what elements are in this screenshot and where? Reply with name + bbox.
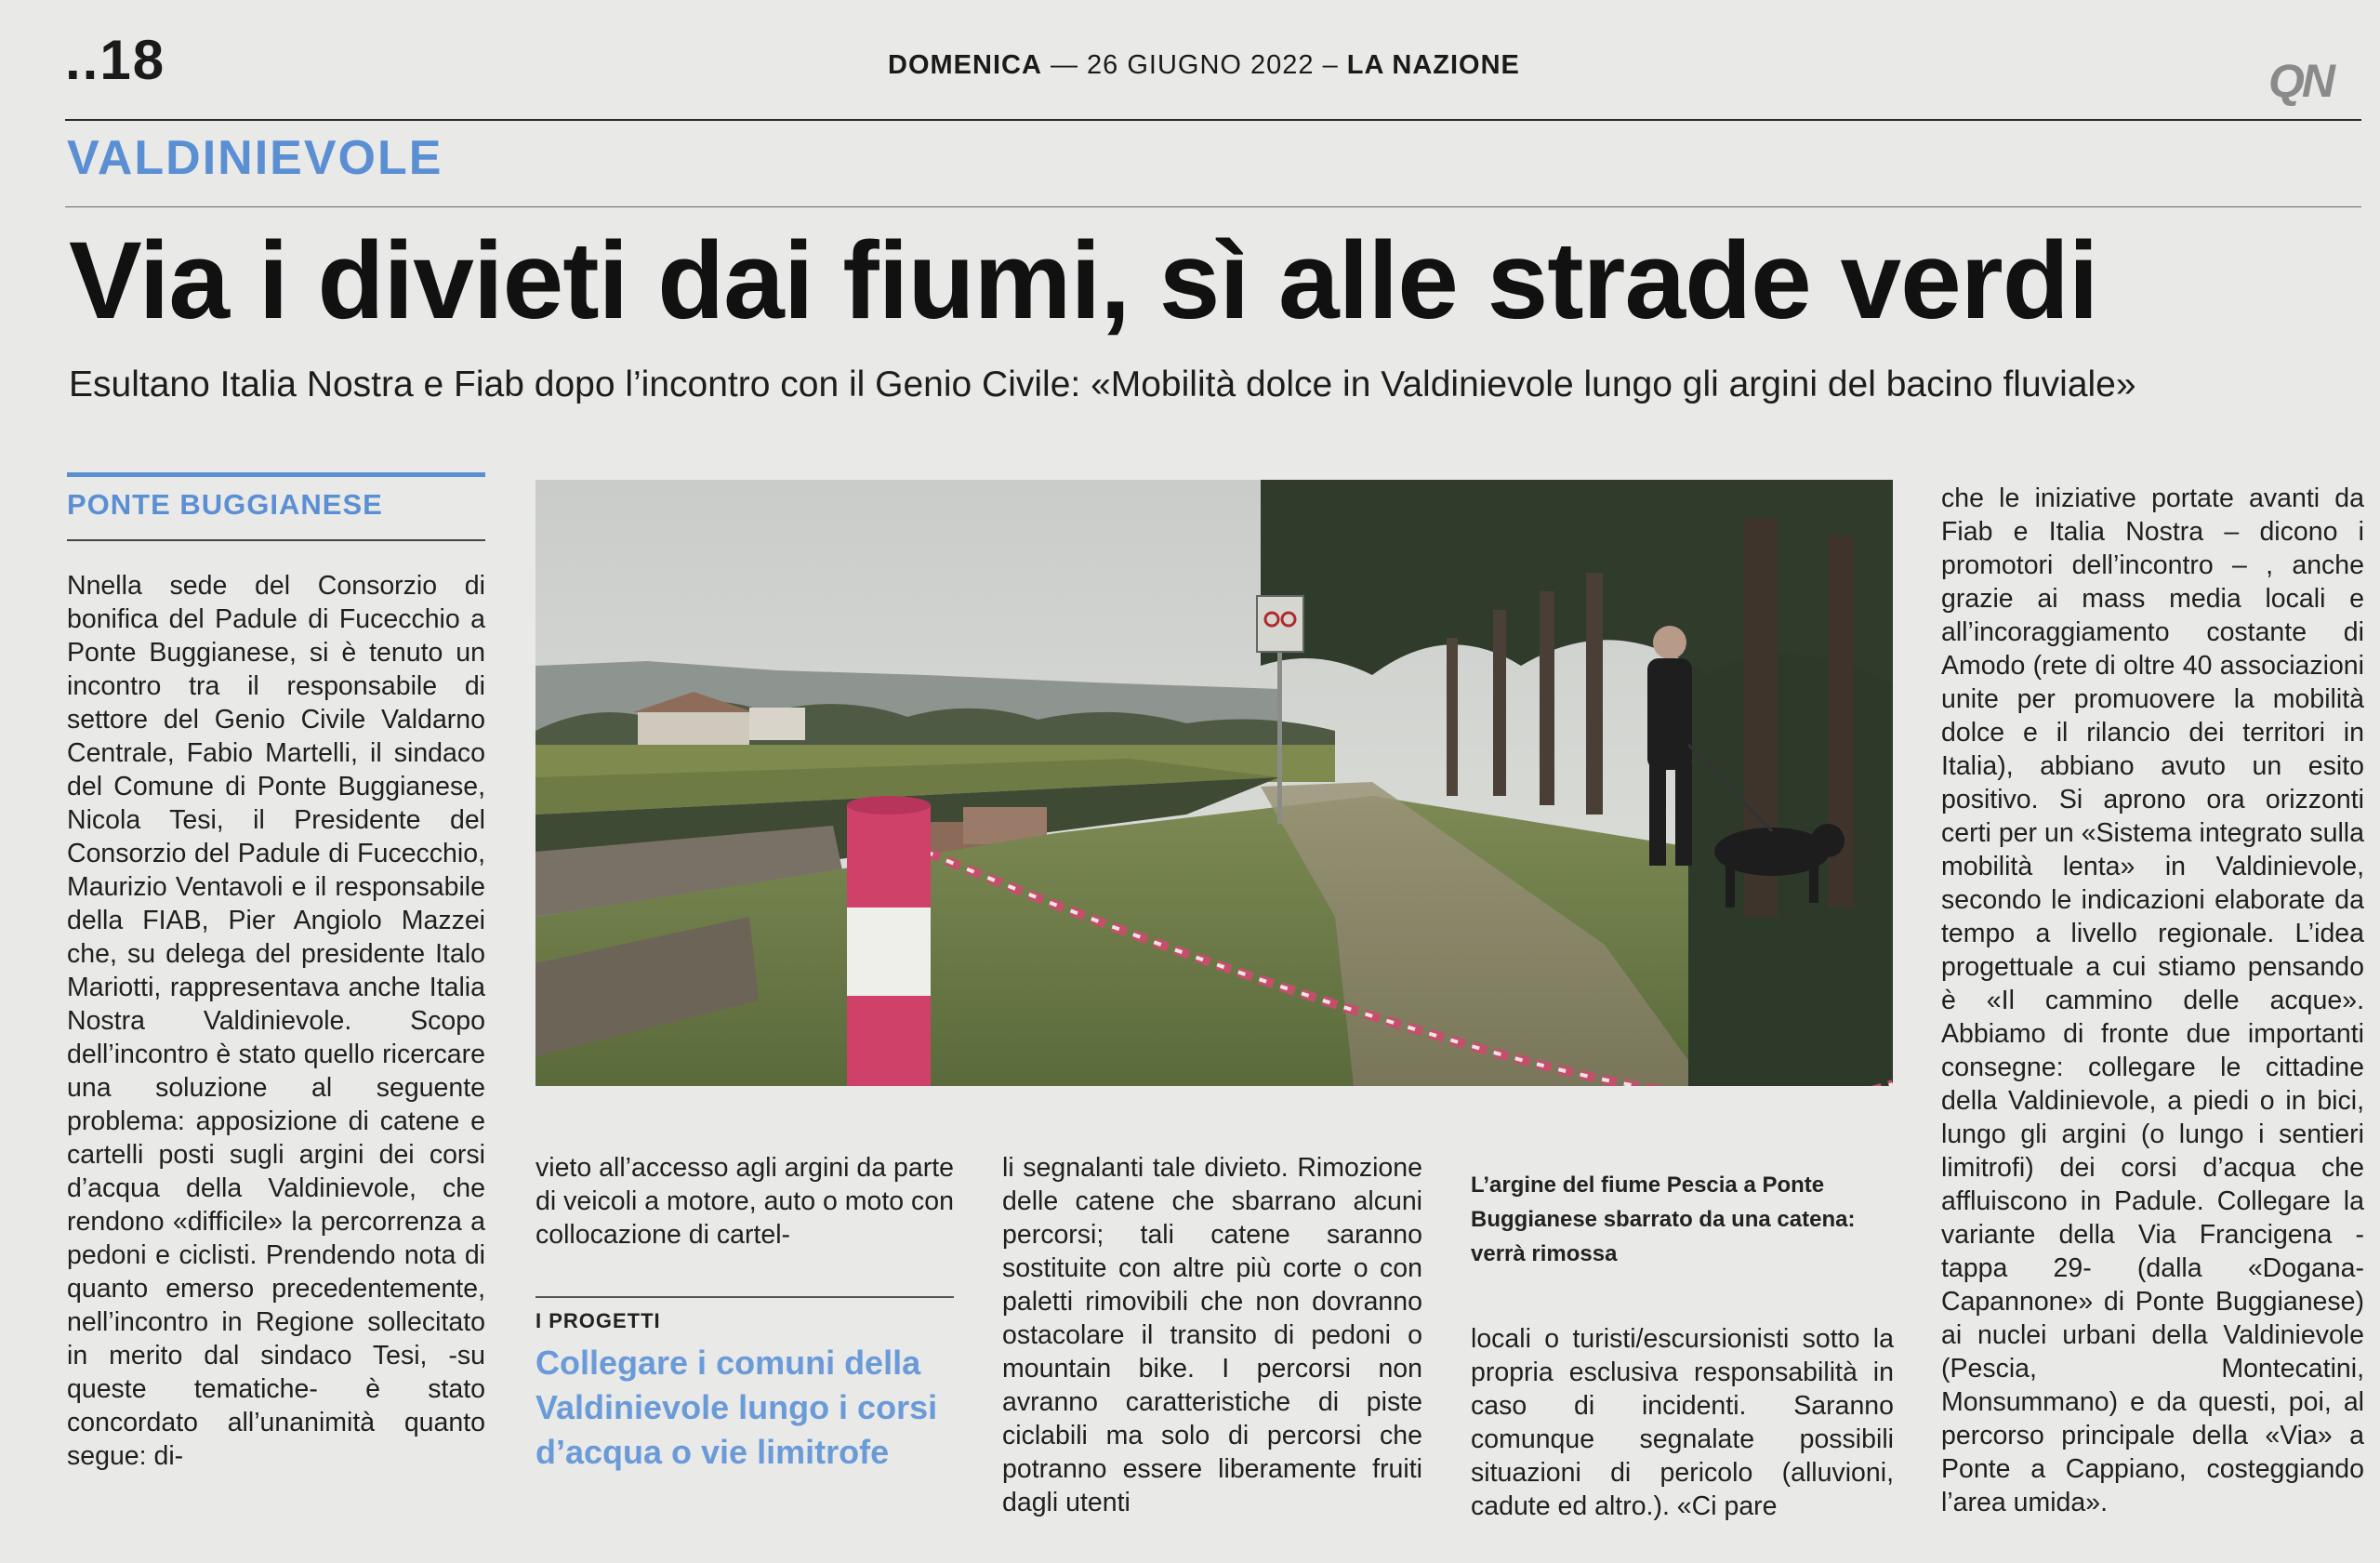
article-column-1	[67, 569, 485, 1473]
box-kicker: I PROGETTI	[536, 1309, 661, 1332]
box-rule	[536, 1296, 954, 1298]
photo-caption: L’argine del fiume Pescia a Ponte Buggianese sbarrato da una catena: verrà rimossa	[1471, 1172, 1856, 1266]
column-3-text: li segnalanti tale divieto. Rimozione delle catene che sbarrano alcuni percorsi; tali catene saranno sostituite con altre più corte o con paletti rimovibili che non dovranno ostacolare il transito di pedoni o mountain bike. I percorsi non avranno caratteristiche di piste ciclabili ma solo di percorsi che potranno essere liberamente fruiti dagli utenti	[1002, 1153, 1422, 1517]
column-5-text: che le iniziative portate avanti da Fiab e Italia Nostra – dicono i promotori dell’incontro – , anche grazie ai mass media locali e all’incoraggiamento costante di Amodo (rete di oltre 40 associazioni unite per promuovere la mobilità dolce e il rilancio dei territori in Italia), abbiano avuto un esito positivo. Si aprono ora orizzonti certi per un «Sistema integrato sulla mobilità lenta» in Valdinievole, secondo le indicazioni elaborate da tempo a livello regionale. L’idea progettuale a cui stiamo pensando è «Il cammino delle acque». Abbiamo di fronte due importanti consegne: collegare le cittadine della Valdinievole, a piedi o in bici, lungo gli argini (o lungo i sentieri limitrofi) dei corsi d’acqua che affluiscono in Padule. Collegare la variante della Via Francigena -tappa 29- (dalla «Dogana-Capannone» di Ponte Buggianese) ai nuclei urbani della Valdinievole (Pescia, Montecatini, Monsummano) e da questi, poi, al percorso principale della «Via» a Ponte a Cappiano, costeggiando l’area umida».	[1941, 483, 2364, 1517]
dateline-date: — 26 GIUGNO 2022 –	[1050, 50, 1339, 80]
column-4-text: locali o turisti/escursionisti sotto la propria esclusiva responsabilità in caso di incidenti. Saranno comunque segnalate possibili situazioni di pericolo (alluvioni, cadute ed altro.). «Ci pare	[1471, 1324, 1894, 1521]
dateline-paper: LA NAZIONE	[1346, 50, 1520, 80]
article-column-5	[1941, 482, 2364, 1519]
dateline-day: DOMENICA	[888, 50, 1042, 80]
location-bar	[67, 472, 485, 477]
box-title: Collegare i comuni della Valdinievole lungo i corsi d’acqua o vie limitrofe	[536, 1344, 938, 1471]
header-rule	[65, 119, 2361, 121]
riverbank-photo-drawing	[536, 480, 1893, 1086]
headline: Via i divieti dai fiumi, sì alle strade verdi	[69, 219, 2098, 342]
subheadline: Esultano Italia Nostra e Fiab dopo l’incontro con il Genio Civile: «Mobilità dolce in Valdinievole lungo gli argini del bacino fluviale»	[69, 364, 2136, 404]
page-number: ..18	[65, 29, 166, 91]
qn-logo: QN	[2268, 55, 2333, 107]
dateline	[888, 50, 1520, 81]
location-label: PONTE BUGGIANESE	[67, 488, 383, 521]
column-2-text: vieto all’accesso agli argini da parte di veicoli a motore, auto o moto con collocazione di cartel-	[536, 1153, 954, 1250]
location-rule	[67, 539, 485, 541]
section-title: VALDINIEVOLE	[67, 131, 443, 185]
riverbank-photo	[536, 480, 1893, 1086]
column-1-text: Nnella sede del Consorzio di bonifica del Padule di Fucecchio a Ponte Buggianese, si è tenuto un incontro tra il responsabile di settore del Genio Civile Valdarno Centrale, Fabio Martelli, il sindaco del Comune di Ponte Buggianese, Nicola Tesi, il Presidente del Consorzio del Padule di Fucecchio, Maurizio Ventavoli e il responsabile della FIAB, Pier Angiolo Mazzei che, su delega del presidente Italo Mariotti, rappresentava anche Italia Nostra Valdinievole. Scopo dell’incontro è stato quello ricercare una soluzione al seguente problema: apposizione di catene e cartelli posti sugli argini dei corsi d’acqua della Valdinievole, che rendono «difficile» la percorrenza a pedoni e ciclisti. Prendendo nota di quanto emerso precedentemente, nell’incontro in Regione sollecitato in merito dal sindaco Tesi, -su queste tematiche- è stato concordato all’unanimità quanto segue: di-	[67, 571, 485, 1471]
section-rule	[65, 206, 2361, 207]
article-column-3	[1002, 1151, 1422, 1519]
article-column-2	[536, 1151, 954, 1252]
article-column-4	[1471, 1322, 1894, 1523]
